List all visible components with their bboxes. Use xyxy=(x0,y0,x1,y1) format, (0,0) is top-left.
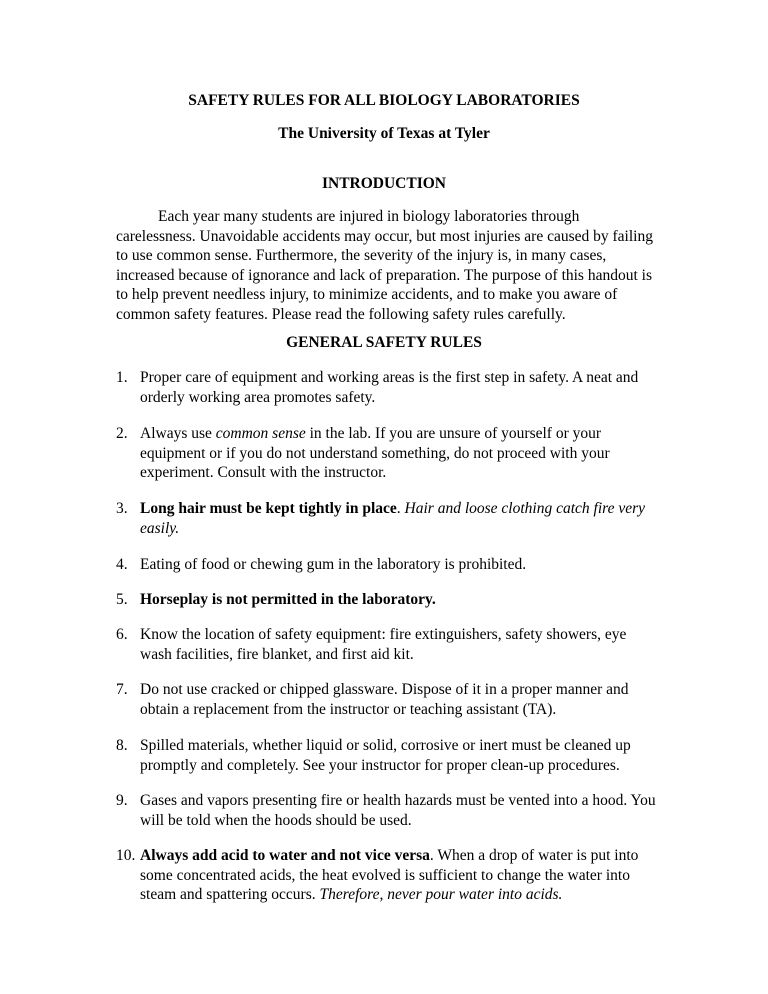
document-title: SAFETY RULES FOR ALL BIOLOGY LABORATORIES xyxy=(188,92,580,109)
rule-number: 10. xyxy=(116,847,136,864)
rule-item xyxy=(116,590,656,610)
rule-text: Spilled materials, whether liquid or solid, corrosive or inert must be cleaned up promptly and completely. See your instructor for proper clean-up procedures. xyxy=(140,737,631,774)
rule-item xyxy=(116,791,656,830)
intro-paragraph xyxy=(116,207,656,325)
institution-name: The University of Texas at Tyler xyxy=(278,125,490,142)
rule-text: Proper care of equipment and working areas is the first step in safety. A neat and orderly working area promotes safety. xyxy=(140,369,639,406)
rule-number: 1. xyxy=(116,369,128,386)
rule-number: 6. xyxy=(116,626,128,643)
rule-text: Know the location of safety equipment: fire extinguishers, safety showers, eye wash facilities, fire blanket, and first aid kit. xyxy=(140,626,627,663)
rule-item xyxy=(116,368,656,407)
rule-text: Gases and vapors presenting fire or health hazards must be vented into a hood. You will be told when the hoods should be used. xyxy=(140,792,656,829)
rule-item xyxy=(116,625,656,664)
rules-heading: GENERAL SAFETY RULES xyxy=(286,334,482,351)
intro-text: Each year many students are injured in biology laboratories through carelessness. Unavoidable accidents may occur, but most injuries are caused by failing to use common sense. Furthermore, the severity of the injury is, in many cases, increased because of ignorance and lack of preparation. The purpose of this handout is to help prevent needless injury, to minimize accidents, and to make you aware of common safety features. Please read the following safety rules carefully. xyxy=(116,208,653,323)
rule-number: 4. xyxy=(116,556,128,573)
rule-item xyxy=(116,424,656,483)
rule-item xyxy=(116,555,656,575)
rule-text: Horseplay is not permitted in the laboratory. xyxy=(140,591,436,608)
rule-number: 5. xyxy=(116,591,128,608)
rule-text: Long hair must be kept tightly in place. Hair and loose clothing catch fire very easily. xyxy=(140,500,646,537)
rule-number: 7. xyxy=(116,681,128,698)
rule-number: 9. xyxy=(116,792,128,809)
rule-text: Eating of food or chewing gum in the laboratory is prohibited. xyxy=(140,556,527,573)
rule-number: 3. xyxy=(116,500,128,517)
rule-item xyxy=(116,680,656,719)
rule-number: 8. xyxy=(116,737,128,754)
rule-text: Always use common sense in the lab. If you are unsure of yourself or your equipment or if you do not understand something, do not proceed with your experiment. Consult with the instructor. xyxy=(140,425,610,482)
rule-number: 2. xyxy=(116,425,128,442)
rule-text: Always add acid to water and not vice versa. When a drop of water is put into some concentrated acids, the heat evolved is sufficient to change the water into steam and spattering occurs. Therefore, never pour water into acids. xyxy=(140,847,639,904)
rule-item xyxy=(116,846,656,905)
intro-heading: INTRODUCTION xyxy=(321,175,446,192)
rule-item xyxy=(116,736,656,775)
rule-item xyxy=(116,499,656,538)
rule-text: Do not use cracked or chipped glassware. Dispose of it in a proper manner and obtain a replacement from the instructor or teaching assistant (TA). xyxy=(140,681,629,718)
